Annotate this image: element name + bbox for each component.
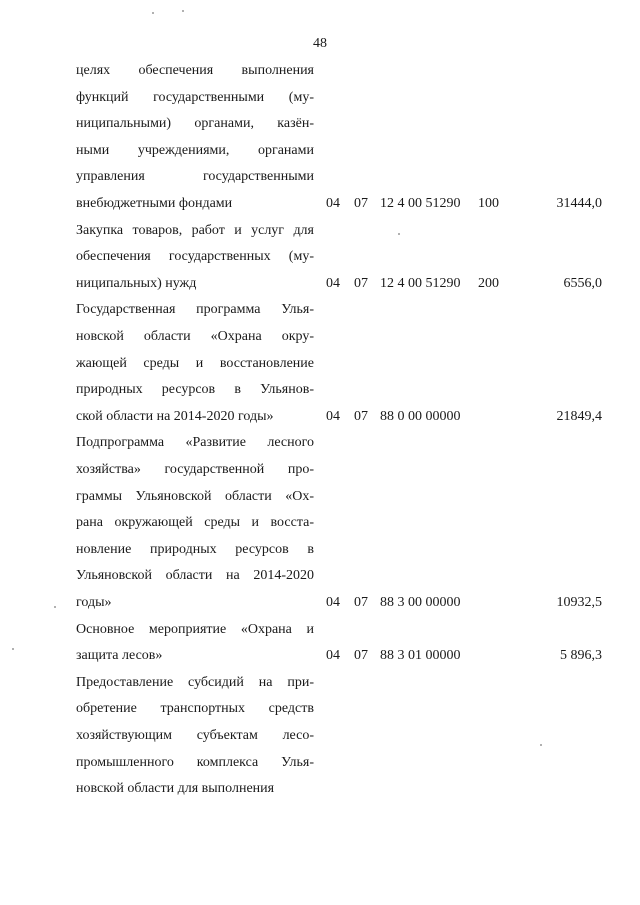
description-line: ными учреждениями, органами [76, 142, 314, 158]
description-line: защита лесов» [76, 648, 163, 664]
description-line: обеспечения государственных (му- [76, 249, 314, 265]
description-line: хозяйства» государственной про- [76, 461, 314, 477]
expense-type-code: 100 [478, 196, 499, 211]
row-description [76, 670, 314, 803]
description-line: Ульяновской области на 2014-2020 [76, 568, 314, 584]
row-description [76, 430, 314, 616]
section-code: 04 [326, 648, 340, 664]
description-line: целях обеспечения выполнения [76, 63, 314, 78]
target-article-code: 88 3 00 00000 [380, 594, 461, 610]
subsection-code: 07 [354, 408, 368, 424]
subsection-code: 07 [354, 648, 368, 664]
row-description [76, 58, 314, 218]
amount-value: 5 896,3 [560, 648, 602, 664]
row-description [76, 617, 314, 670]
target-article-code: 88 0 00 00000 [380, 408, 461, 424]
description-line: функций государственными (му- [76, 89, 314, 105]
description-line: Закупка товаров, работ и услуг для [76, 222, 314, 238]
subsection-code: 07 [354, 275, 368, 291]
subsection-code: 07 [354, 594, 368, 610]
description-line: промышленного комплекса Улья- [76, 754, 314, 770]
amount-value: 31444,0 [556, 196, 602, 211]
description-line: природных ресурсов в Ульянов- [76, 382, 314, 398]
description-line: новской области «Охрана окру- [76, 328, 314, 344]
scan-speck [540, 744, 542, 746]
section-code: 04 [326, 594, 340, 610]
section-code: 04 [326, 408, 340, 424]
row-description [76, 218, 314, 298]
description-line: Основное мероприятие «Охрана и [76, 621, 314, 637]
target-article-code: 12 4 00 51290 [380, 275, 461, 291]
section-code: 04 [326, 196, 340, 211]
target-article-code: 88 3 01 00000 [380, 648, 461, 664]
description-line: внебюджетными фондами [76, 195, 233, 211]
description-line: Подпрограмма «Развитие лесного [76, 435, 314, 451]
scan-speck [398, 233, 400, 235]
scan-speck [54, 606, 56, 608]
description-line: жающей среды и восстановление [76, 355, 314, 371]
row-description [76, 297, 314, 430]
description-line: ниципальных) нужд [76, 275, 197, 291]
description-line: Государственная программа Улья- [76, 302, 314, 318]
amount-value: 10932,5 [556, 594, 602, 610]
description-line: новской области для выполнения [76, 781, 275, 797]
section-code: 04 [326, 275, 340, 291]
scan-speck [12, 648, 14, 650]
description-line: Предоставление субсидий на при- [76, 674, 314, 690]
expense-type-code: 200 [478, 275, 499, 291]
scan-speck [152, 12, 154, 14]
description-line: управления государственными [76, 169, 314, 185]
description-line: граммы Ульяновской области «Ох- [76, 488, 314, 504]
description-line: ской области на 2014-2020 годы» [76, 408, 274, 424]
description-line: новление природных ресурсов в [76, 541, 314, 557]
scan-speck [182, 10, 184, 12]
amount-value: 21849,4 [556, 408, 602, 424]
page-number: 48 [313, 36, 327, 51]
amount-value: 6556,0 [563, 275, 602, 291]
description-line: хозяйствующим субъектам лесо- [76, 727, 314, 743]
description-line: рана окружающей среды и восста- [76, 515, 314, 531]
description-line: годы» [76, 594, 112, 610]
description-line: обретение транспортных средств [76, 701, 314, 717]
target-article-code: 12 4 00 51290 [380, 196, 461, 211]
description-line: ниципальными) органами, казён- [76, 116, 314, 132]
subsection-code: 07 [354, 196, 368, 211]
